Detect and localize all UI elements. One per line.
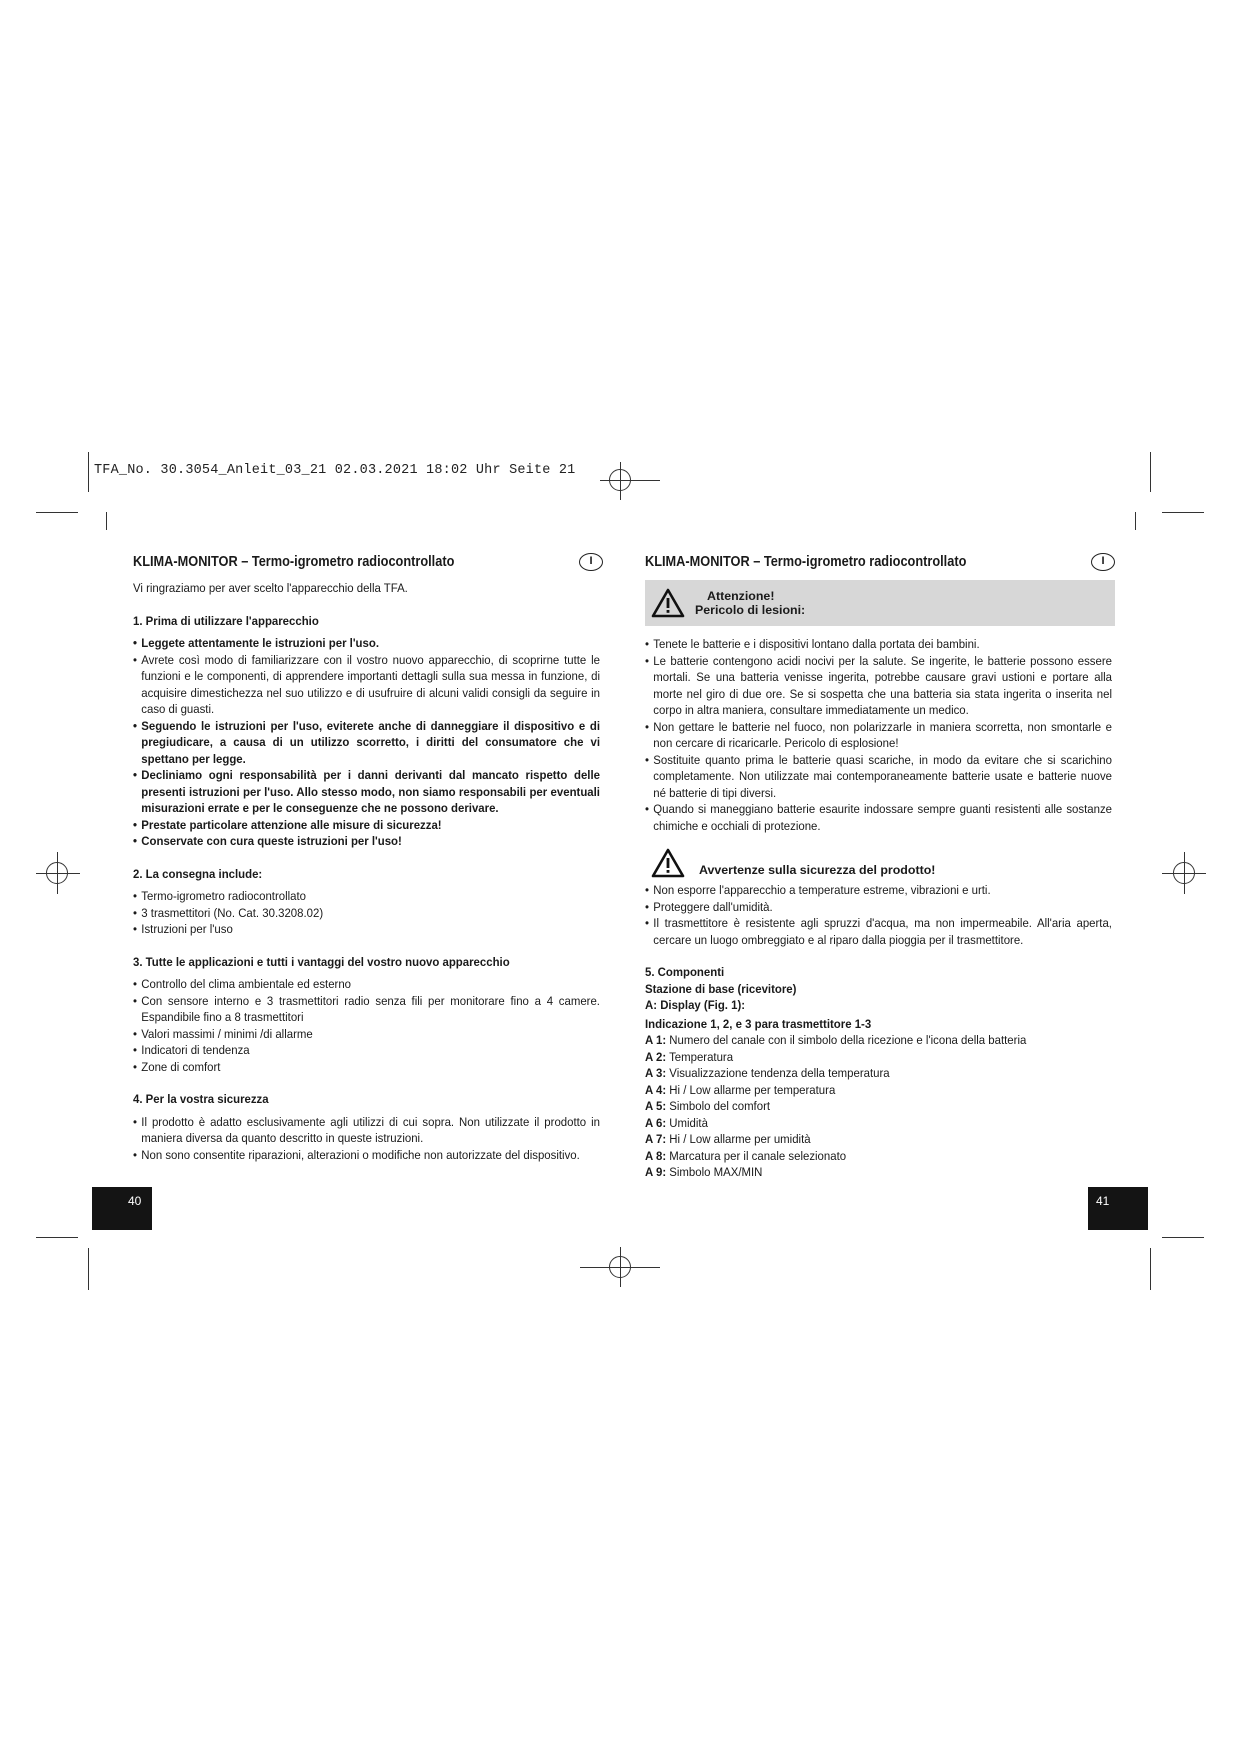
component-code: A 8: — [645, 1148, 667, 1163]
page-number: 41 — [1096, 1194, 1110, 1208]
section-title: 5. Componenti — [645, 965, 725, 979]
component-list — [645, 1032, 1112, 1181]
page-number: 40 — [128, 1194, 142, 1208]
list-item: • Decliniamo ogni responsabilità per i danni derivanti dal mancato rispetto delle presenti istruzioni per l'uso. Allo stesso modo, non siamo responsabili per eventuali misurazioni errate e per le conseguenze che ne possono derivare. — [133, 767, 600, 817]
list-item: • Valori massimi / minimi /di allarme — [133, 1026, 600, 1043]
intro-text: Vi ringraziamo per aver scelto l'apparecchio della TFA. — [133, 581, 408, 595]
page-number-box-left — [92, 1187, 152, 1230]
component-row — [645, 1065, 1112, 1082]
product-warning-title: Avvertenze sulla sicurezza del prodotto! — [699, 863, 936, 877]
section-list — [133, 1114, 600, 1164]
component-row — [645, 1049, 1112, 1066]
left-page — [133, 552, 603, 1163]
component-text: Hi / Low allarme per umidità — [669, 1132, 811, 1146]
component-row — [645, 1098, 1112, 1115]
components-section — [645, 964, 1112, 1181]
component-text: Simbolo MAX/MIN — [669, 1165, 763, 1179]
list-item: • Sostituite quanto prima le batterie quasi scariche, in modo da evitare che si scarichino completamente. Non utilizzate mai contemporaneamente batterie usate e batterie nuove né batterie di tipi diversi. — [645, 752, 1112, 802]
list-item: • Seguendo le istruzioni per l'uso, eviterete anche di danneggiare il dispositivo e di pregiudicare, a causa di un utilizzo scorretto, i diritti del consumatore che vi spettano per legge. — [133, 718, 600, 768]
section-title: 3. Tutte le applicazioni e tutti i vantaggi del vostro nuovo apparecchio — [133, 954, 510, 969]
list-item: • Controllo del clima ambientale ed esterno — [133, 976, 600, 993]
list-item: • Le batterie contengono acidi nocivi per la salute. Se ingerite, le batterie possono essere mortali. Se una batteria venisse ingerita, potrebbe causare gravi ustioni e portare alla morte nel giro di due ore. Se si sospetta che una batteria sia stata ingerita o inserita nel corpo in altra maniera, consultare immediatamente un medico. — [645, 653, 1112, 719]
component-row — [645, 1032, 1112, 1049]
component-text: Simbolo del comfort — [669, 1099, 771, 1113]
list-item: • Il trasmettitore è resistente agli spruzzi d'acqua, ma non impermeabile. All'aria aperta, cercare un luogo ombreggiato e al riparo dalla pioggia per il trasmettitore. — [645, 915, 1112, 948]
list-item: • Termo-igrometro radiocontrollato — [133, 888, 600, 905]
list-item: • Non esporre l'apparecchio a temperature estreme, vibrazioni e urti. — [645, 882, 1112, 899]
component-code: A 7: — [645, 1132, 667, 1146]
component-code: A 1: — [645, 1033, 667, 1047]
page-title: KLIMA-MONITOR – Termo-igrometro radiocontrollato — [133, 553, 455, 570]
component-code: A 2: — [645, 1049, 667, 1064]
page-header — [133, 552, 603, 572]
print-slug: TFA_No. 30.3054_Anleit_03_21 02.03.2021 18:02 Uhr Seite 21 — [94, 463, 576, 478]
component-row — [645, 1115, 1112, 1132]
component-code: A 5: — [645, 1099, 667, 1113]
section-list — [133, 888, 600, 938]
component-row — [645, 1164, 1112, 1181]
warning-icon — [651, 848, 685, 878]
right-page — [645, 552, 1115, 1181]
component-code: A 6: — [645, 1115, 667, 1130]
list-item: • Avrete così modo di familiarizzare con il vostro nuovo apparecchio, di scoprirne tutte le funzioni e le componenti, di apprendere importanti dettagli sulla sua messa in funzione, di acquisire dimestichezza nel suo utilizzo e di usufruire di alcuni validi consigli da seguire in caso di guasti. — [133, 652, 600, 718]
product-warning-list — [645, 882, 1112, 948]
page-title: KLIMA-MONITOR – Termo-igrometro radiocontrollato — [645, 553, 967, 570]
list-item: • Leggete attentamente le istruzioni per l'uso. — [133, 635, 600, 652]
list-item: • Con sensore interno e 3 trasmettitori radio senza fili per monitorare fino a 4 camere. Espandibile fino a 8 trasmettitori — [133, 993, 600, 1026]
warning-subheading: Pericolo di lesioni: — [695, 603, 806, 617]
section-title: 2. La consegna include: — [133, 866, 263, 881]
page-number-box-right — [1088, 1187, 1148, 1230]
list-item: • Non sono consentite riparazioni, alterazioni o modifiche non autorizzate del dispositivo. — [133, 1147, 600, 1164]
list-item: • 3 trasmettitori (No. Cat. 30.3208.02) — [133, 905, 600, 922]
list-item: • Il prodotto è adatto esclusivamente agli utilizzi di cui sopra. Non utilizzate il prodotto in maniera diversa da quanto descritto in queste istruzioni. — [133, 1114, 600, 1147]
component-code: A 9: — [645, 1165, 667, 1179]
list-item: • Conservate con cura queste istruzioni per l'uso! — [133, 833, 600, 850]
list-item: • Istruzioni per l'uso — [133, 921, 600, 938]
component-row — [645, 1131, 1112, 1148]
indication-label: Indicazione 1, 2, e 3 para trasmettitore 1-3 — [645, 1016, 872, 1031]
component-text: Umidità — [669, 1115, 708, 1130]
component-row — [645, 1082, 1112, 1099]
component-code: A 4: — [645, 1082, 667, 1097]
section-title: 1. Prima di utilizzare l'apparecchio — [133, 613, 319, 628]
list-item: • Quando si maneggiano batterie esaurite indossare sempre guanti resistenti alle sostanze chimiche e occhiali di protezione. — [645, 801, 1112, 834]
section-list — [133, 635, 600, 850]
list-item: • Non gettare le batterie nel fuoco, non polarizzarle in maniera scorretta, non smontarle e non cercare di ricaricarle. Pericolo di esplosione! — [645, 719, 1112, 752]
section-list — [133, 976, 600, 1075]
warning-icon — [651, 588, 685, 618]
warning-heading: Attenzione! — [707, 589, 775, 603]
product-warning-heading-row — [645, 848, 1115, 878]
list-item: • Proteggere dall'umidità. — [645, 899, 1112, 916]
list-item: • Tenete le batterie e i dispositivi lontano dalla portata dei bambini. — [645, 636, 1112, 653]
list-item: • Indicatori di tendenza — [133, 1042, 600, 1059]
battery-warning-list — [645, 636, 1112, 834]
section-title: 4. Per la vostra sicurezza — [133, 1092, 269, 1106]
component-text: Hi / Low allarme per temperatura — [669, 1082, 836, 1097]
language-badge: I — [579, 553, 603, 571]
component-text: Temperatura — [669, 1049, 734, 1064]
component-text: Visualizzazione tendenza della temperatura — [669, 1066, 890, 1080]
language-badge: I — [1091, 553, 1115, 571]
list-item: • Prestate particolare attenzione alle misure di sicurezza! — [133, 817, 600, 834]
base-station-label: Stazione di base (ricevitore) — [645, 981, 797, 996]
component-row — [645, 1148, 1112, 1165]
component-text: Numero del canale con il simbolo della ricezione e l'icona della batteria — [669, 1033, 1027, 1047]
display-label: A: Display (Fig. 1): — [645, 998, 746, 1012]
warning-box — [645, 580, 1115, 626]
page-header — [645, 552, 1115, 572]
component-code: A 3: — [645, 1066, 667, 1080]
list-item: • Zone di comfort — [133, 1059, 600, 1076]
component-text: Marcatura per il canale selezionato — [669, 1148, 847, 1163]
